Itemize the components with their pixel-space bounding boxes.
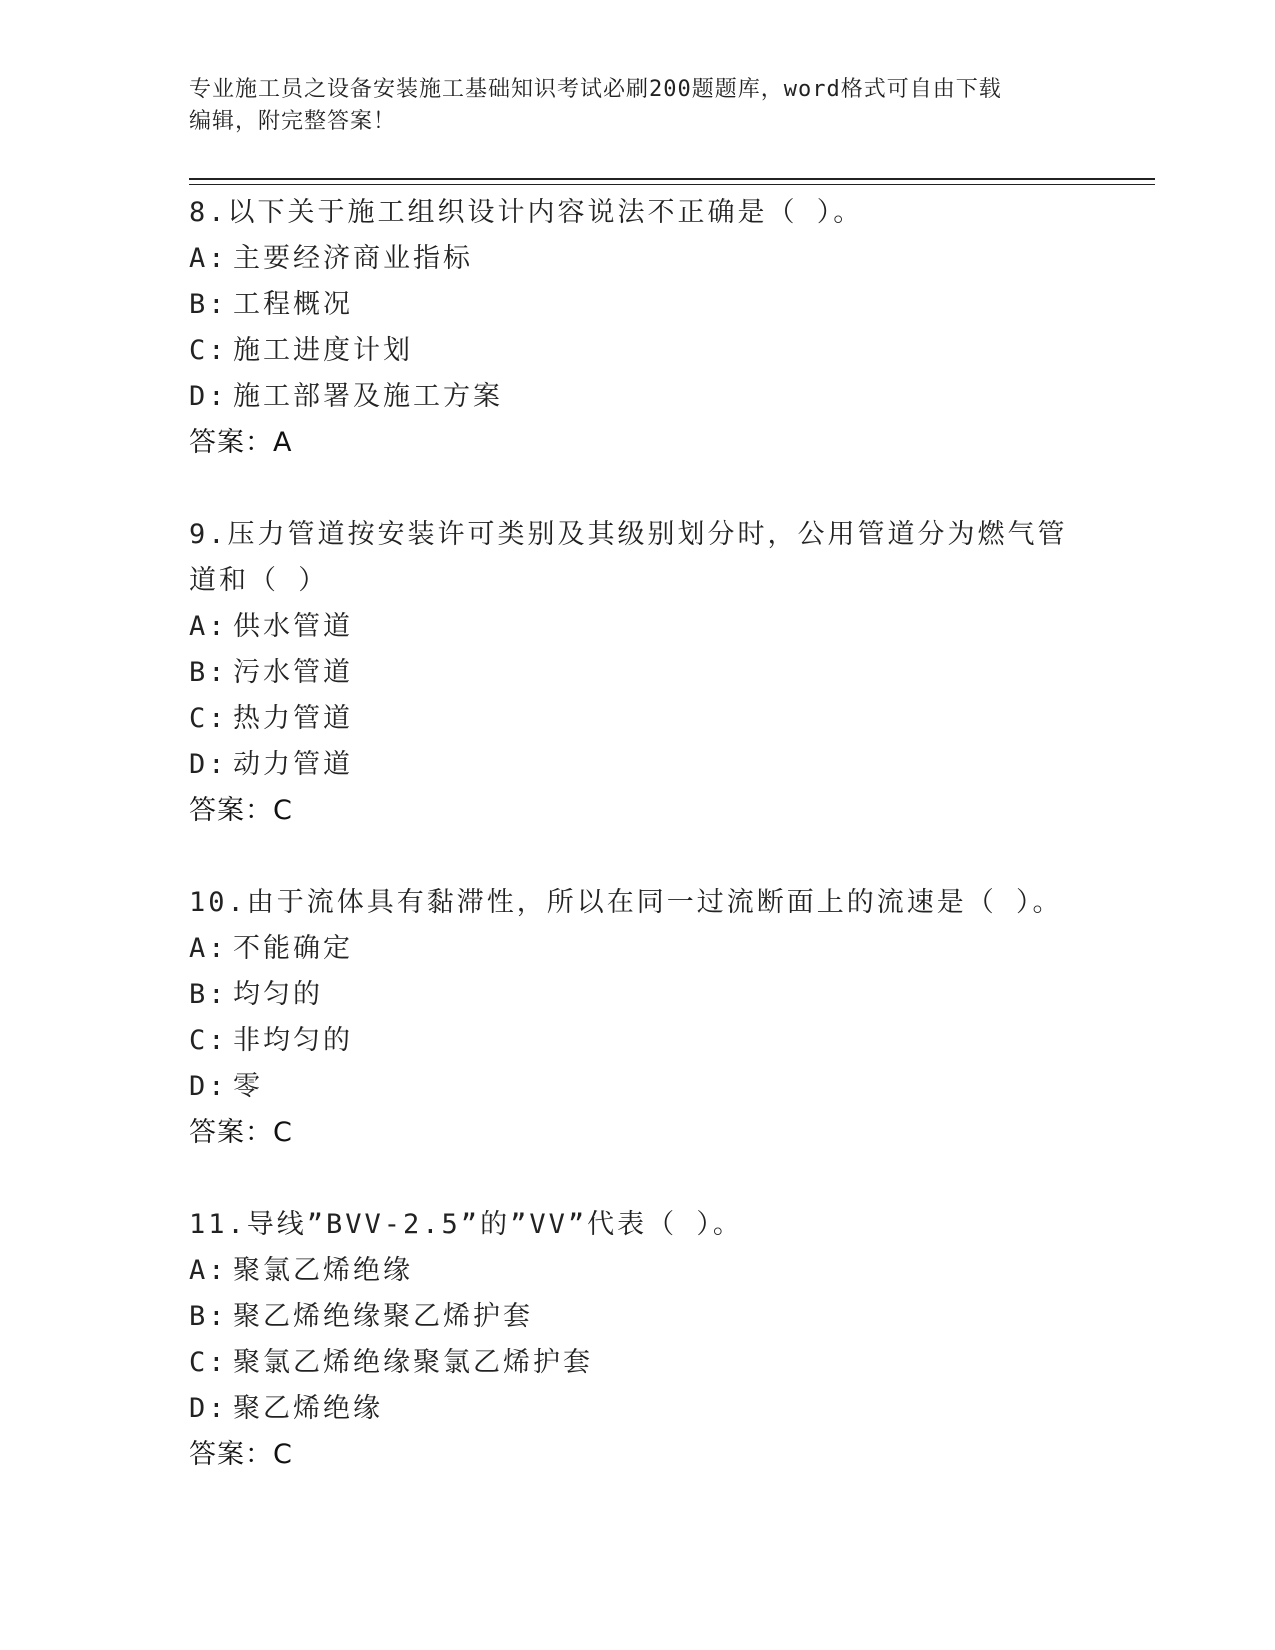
option-letter: D: bbox=[189, 1393, 228, 1424]
option-text: 污水管道 bbox=[233, 657, 353, 688]
header-divider-thin bbox=[189, 184, 1155, 185]
option-c bbox=[189, 328, 1089, 374]
option-b bbox=[189, 282, 1089, 328]
option-d bbox=[189, 1386, 1089, 1432]
option-d bbox=[189, 742, 1089, 788]
option-c bbox=[189, 696, 1089, 742]
option-a bbox=[189, 604, 1089, 650]
question-item bbox=[189, 1202, 1089, 1478]
question-item bbox=[189, 512, 1089, 834]
option-text: 供水管道 bbox=[233, 611, 353, 642]
option-text: 热力管道 bbox=[233, 703, 353, 734]
option-text: 聚乙烯绝缘 bbox=[233, 1393, 383, 1424]
question-list bbox=[189, 190, 1089, 1524]
option-letter: D: bbox=[189, 381, 228, 412]
option-text: 主要经济商业指标 bbox=[233, 243, 473, 274]
option-text: 施工部署及施工方案 bbox=[233, 381, 503, 412]
question-text: 9.压力管道按安装许可类别及其级别划分时，公用管道分为燃气管道和（ ） bbox=[189, 519, 1068, 596]
answer-label: 答案：C bbox=[189, 1117, 293, 1148]
option-letter: A: bbox=[189, 1255, 228, 1286]
question-item bbox=[189, 190, 1089, 466]
option-text: 工程概况 bbox=[233, 289, 353, 320]
option-c bbox=[189, 1340, 1089, 1386]
option-text: 不能确定 bbox=[233, 933, 353, 964]
option-d bbox=[189, 374, 1089, 420]
document-header bbox=[189, 74, 1089, 138]
option-letter: A: bbox=[189, 933, 228, 964]
option-c bbox=[189, 1018, 1089, 1064]
option-b bbox=[189, 1294, 1089, 1340]
option-letter: C: bbox=[189, 1025, 228, 1056]
option-a bbox=[189, 236, 1089, 282]
option-letter: B: bbox=[189, 289, 228, 320]
option-letter: C: bbox=[189, 703, 228, 734]
option-text: 均匀的 bbox=[233, 979, 323, 1010]
option-text: 施工进度计划 bbox=[233, 335, 413, 366]
option-a bbox=[189, 1248, 1089, 1294]
option-letter: B: bbox=[189, 1301, 228, 1332]
option-letter: D: bbox=[189, 1071, 228, 1102]
question-text: 11.导线”BVV-2.5”的”VV”代表（ ）。 bbox=[189, 1209, 743, 1240]
question-text: 10.由于流体具有黏滞性，所以在同一过流断面上的流速是（ ）。 bbox=[189, 887, 1063, 918]
option-letter: A: bbox=[189, 611, 228, 642]
option-a bbox=[189, 926, 1089, 972]
question-item bbox=[189, 880, 1089, 1156]
option-text: 聚乙烯绝缘聚乙烯护套 bbox=[233, 1301, 533, 1332]
option-text: 非均匀的 bbox=[233, 1025, 353, 1056]
option-letter: A: bbox=[189, 243, 228, 274]
option-letter: C: bbox=[189, 335, 228, 366]
option-letter: C: bbox=[189, 1347, 228, 1378]
answer-label: 答案：C bbox=[189, 795, 293, 826]
header-line-2: 编辑，附完整答案！ bbox=[189, 109, 397, 134]
option-b bbox=[189, 972, 1089, 1018]
option-letter: B: bbox=[189, 657, 228, 688]
option-text: 聚氯乙烯绝缘 bbox=[233, 1255, 413, 1286]
header-divider-thick bbox=[189, 178, 1155, 180]
header-line-1: 专业施工员之设备安装施工基础知识考试必刷200题题库，word格式可自由下载 bbox=[189, 77, 1002, 102]
option-text: 零 bbox=[233, 1071, 263, 1102]
option-letter: D: bbox=[189, 749, 228, 780]
option-d bbox=[189, 1064, 1089, 1110]
option-text: 动力管道 bbox=[233, 749, 353, 780]
option-b bbox=[189, 650, 1089, 696]
answer-label: 答案：C bbox=[189, 1439, 293, 1470]
option-letter: B: bbox=[189, 979, 228, 1010]
question-text: 8.以下关于施工组织设计内容说法不正确是（ ）。 bbox=[189, 197, 864, 228]
answer-label: 答案：A bbox=[189, 427, 293, 458]
option-text: 聚氯乙烯绝缘聚氯乙烯护套 bbox=[233, 1347, 593, 1378]
